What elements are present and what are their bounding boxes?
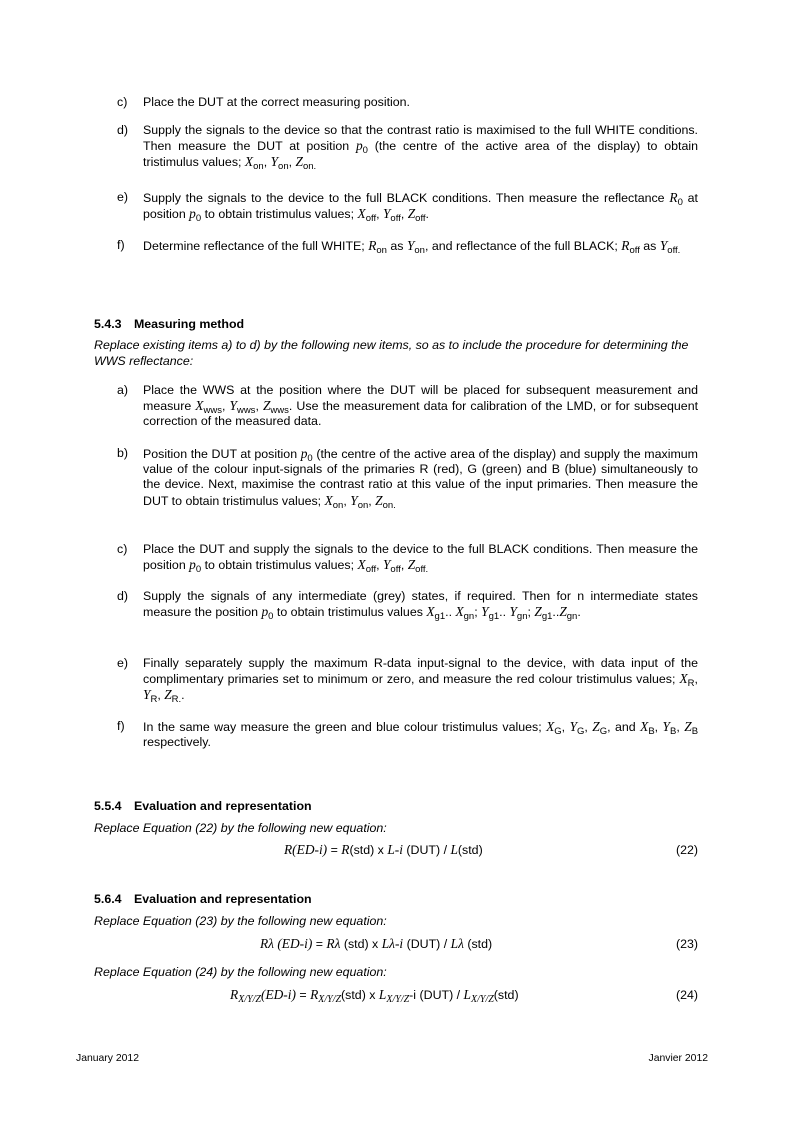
math-variable: Lλ-i <box>381 936 404 951</box>
equation-number: (24) <box>675 988 698 1002</box>
subscript: X/Y/Z <box>238 994 261 1005</box>
math-variable: Y <box>481 604 489 620</box>
math-variable: Z <box>164 687 172 703</box>
subscript: B <box>670 726 677 737</box>
math-variable: p <box>189 557 196 573</box>
math-variable: Y <box>382 557 391 573</box>
step-f-prev <box>117 238 698 254</box>
subscript: G <box>599 726 608 737</box>
subscript: gn <box>566 611 578 623</box>
subscript: R. <box>171 694 182 706</box>
equation-formula: Rλ (ED-i) = Rλ (std) x Lλ-i (DUT) / Lλ (std) <box>260 936 493 951</box>
item-label: d) <box>117 123 129 137</box>
subscript: gn <box>463 611 475 623</box>
math-variable: X <box>679 671 688 687</box>
math-variable: R <box>310 987 319 1002</box>
item-label: e) <box>117 190 129 204</box>
math-variable: X <box>357 206 366 222</box>
step-e-prev <box>117 190 698 225</box>
item-label: f) <box>117 719 125 733</box>
math-variable: Z <box>559 604 567 620</box>
math-variable: Z <box>262 398 271 414</box>
math-variable: Z <box>407 206 416 222</box>
subscript: B <box>648 726 655 737</box>
math-variable: Rλ <box>326 936 341 951</box>
equation-number: (22) <box>675 843 698 857</box>
math-variable: Lλ <box>450 936 464 951</box>
item-text: Supply the signals to the device to the full BLACK conditions. Then measure the reflectance $R_0$ at position $p_0$ to obtain tristimulus values; $X_{off}$, $Y_{off}$, $Z_{off}$. <box>143 190 698 225</box>
equation-formula: R(ED-i) = R(std) x L-i (DUT) / L(std) <box>284 842 483 857</box>
subscript: on <box>278 161 289 173</box>
subscript: off. <box>415 564 429 576</box>
item-text: Supply the signals to the device so that the contrast ratio is maximised to the full WHITE conditions. Then measure the DUT at position $p_0$ (the centre of the active area of the display) to obtain tristimulus values; $X_{on}$, $Y_{on}$, $Z_{on.}$ <box>143 123 698 173</box>
math-variable: R <box>341 842 350 857</box>
instruction-5-5-4: Replace Equation (22) by the following new equation: <box>94 821 387 835</box>
subscript: g1 <box>541 611 553 623</box>
math-variable: R <box>368 238 377 253</box>
math-variable: X <box>426 604 435 620</box>
math-variable: p <box>300 446 308 461</box>
math-variable: X <box>244 154 254 170</box>
subscript: on. <box>382 499 396 511</box>
item-text: Determine reflectance of the full WHITE; $R_{on}$ as $Y_{on}$, and reflectance of the full BLACK; $R_{off}$ as $Y_{off.}$ <box>143 238 681 256</box>
subscript: X/Y/Z <box>386 994 410 1005</box>
math-variable: p <box>189 206 196 222</box>
item-text: Place the DUT and supply the signals to the device to the full BLACK conditions. Then measure the position $p_0$ to obtain tristimulus values; $X_{off}$, $Y_{off}$, $Z_{off.}$ <box>143 542 698 576</box>
step-f <box>117 719 698 750</box>
item-label: c) <box>117 95 128 109</box>
step-c-prev <box>117 95 698 110</box>
math-variable: Z <box>295 154 303 170</box>
subscript: B <box>691 726 699 737</box>
math-variable: X <box>324 492 333 508</box>
step-b <box>117 446 698 509</box>
footer-date-fr: Janvier 2012 <box>648 1053 708 1064</box>
step-c <box>117 542 698 576</box>
subscript: G <box>554 726 562 737</box>
math-variable: p <box>261 604 269 620</box>
math-variable: L-i <box>387 842 403 857</box>
subscript: on <box>253 161 264 173</box>
subscript: wws <box>203 405 222 417</box>
equation-formula: $R_{X/Y/Z}(ED-i) = R_{X/Y/Z}(std)$ x $L_{X/Y/Z}-i$ $(DUT) / L_{X/Y/Z}(std)$ <box>230 987 519 1005</box>
footer-date-en: January 2012 <box>76 1053 139 1064</box>
item-text: Position the DUT at position $p_0$ (the centre of the active area of the display) and supply the maximum value of the colour input-signals of the primaries R (red), G (green) and B (blue) simultaneously to the device. Next, maximise the contrast ratio at this value of the input primaries. Then measure the DUT to obtain tristimulus values; $X_{on}$, $Y_{on}$, $Z_{on.}$ <box>143 446 698 511</box>
subscript: 0 <box>307 453 313 464</box>
math-variable: Z <box>684 719 692 734</box>
subscript: g1 <box>488 611 500 623</box>
instruction-5-4-3: Replace existing items a) to d) by the following new items, so as to include the procedure for determining the WWS reflectance: <box>94 338 689 368</box>
subscript: X/Y/Z <box>318 994 342 1005</box>
math-variable: Z <box>592 719 600 734</box>
math-variable: Y <box>569 719 578 734</box>
item-text: Finally separately supply the maximum R-data input-signal to the device, with data input of the complimentary primaries set to minimum or zero, and measure the red colour tristimulus values; $X_R$, $Y_R$, $Z_{R.}$. <box>143 656 698 706</box>
instruction-5-6-4-a: Replace Equation (23) by the following new equation: <box>94 914 387 928</box>
subscript: on <box>332 499 344 511</box>
math-variable: X <box>195 398 204 414</box>
subscript: G <box>577 726 585 737</box>
equation-number: (23) <box>675 937 698 951</box>
math-variable: Y <box>229 398 237 414</box>
subscript: off <box>365 213 377 225</box>
subscript: g1 <box>434 611 446 623</box>
math-variable: Y <box>662 719 670 734</box>
math-variable: Y <box>350 492 358 508</box>
subscript: 0 <box>195 564 202 576</box>
item-label: b) <box>117 446 129 460</box>
item-label: a) <box>117 383 129 397</box>
subscript: off <box>390 564 401 576</box>
math-variable: Z <box>534 604 542 620</box>
math-variable: Y <box>382 206 391 222</box>
math-variable: X <box>455 604 464 620</box>
heading-5-5-4: 5.5.4 Evaluation and representation <box>94 799 312 813</box>
heading-5-4-3: 5.4.3 Measuring method <box>94 317 245 331</box>
math-variable: L <box>378 987 387 1002</box>
math-variable: Y <box>509 604 517 620</box>
equation-23 <box>94 936 698 952</box>
subscript: on <box>376 245 387 256</box>
subscript: off <box>629 245 640 256</box>
subscript: on <box>414 245 425 256</box>
subscript: off <box>415 213 426 225</box>
math-variable: X <box>640 719 649 734</box>
subscript: on. <box>302 161 317 173</box>
subscript: 0 <box>362 145 368 157</box>
math-variable: Y <box>270 154 279 170</box>
subscript: wws <box>236 405 256 417</box>
subscript: on <box>357 499 369 511</box>
math-variable: R <box>621 238 630 253</box>
step-e <box>117 656 698 704</box>
subscript: X/Y/Z <box>471 994 494 1005</box>
instruction-5-6-4-b: Replace Equation (24) by the following new equation: <box>94 965 387 979</box>
subscript: wws <box>270 405 289 417</box>
equation-24 <box>94 987 698 1003</box>
item-label: d) <box>117 589 129 603</box>
math-variable: R(ED-i) <box>284 842 328 857</box>
subscript: 0 <box>268 611 274 623</box>
step-d <box>117 589 698 623</box>
math-variable: Rλ (ED-i) <box>260 936 313 951</box>
item-label: f) <box>117 238 125 252</box>
math-variable: Y <box>659 238 668 253</box>
subscript: off <box>365 564 377 576</box>
step-a <box>117 383 698 430</box>
subscript: off <box>390 213 401 225</box>
math-variable: Z <box>375 492 383 508</box>
subscript: off. <box>667 245 681 256</box>
math-variable: Y <box>406 238 415 253</box>
step-d-prev <box>117 123 698 171</box>
math-variable: R <box>669 190 678 205</box>
equation-22 <box>94 842 698 858</box>
math-variable: L <box>463 987 471 1002</box>
item-label: e) <box>117 656 129 670</box>
math-variable: Y <box>143 687 151 703</box>
math-variable: Z <box>407 557 416 573</box>
item-label: c) <box>117 542 128 556</box>
subscript: R <box>687 678 695 690</box>
subscript: gn <box>516 611 528 623</box>
subscript: 0 <box>677 197 683 208</box>
math-variable: p <box>355 138 363 154</box>
math-variable: L <box>450 842 458 857</box>
math-variable: X <box>546 719 555 734</box>
subscript: 0 <box>195 213 202 225</box>
math-variable: X <box>357 557 366 573</box>
subscript: R <box>150 694 158 706</box>
item-text: Place the DUT at the correct measuring position. <box>143 95 410 109</box>
math-variable: (ED-i) <box>260 987 296 1002</box>
math-variable: R <box>230 987 239 1002</box>
item-text: In the same way measure the green and blue colour tristimulus values; $X_G$, $Y_G$, $Z_G$, and $X_B$, $Y_B$, $Z_B$ respectively. <box>143 719 699 750</box>
item-text: Place the WWS at the position where the DUT will be placed for subsequent measurement and measure $X_{wws}$, $Y_{wws}$, $Z_{wws}$. Use the measurement data for calibration of the LMD, or for subsequent correction of the measured data. <box>143 383 699 429</box>
item-text: Supply the signals of any intermediate (grey) states, if required. Then for n intermediate states measure the position $p_0$ to obtain tristimulus values $X_{g1}$.. $X_{gn}$; $Y_{g1}$.. $Y_{gn}$; $Z_{g1}..Z_{gn}$. <box>143 589 698 623</box>
heading-5-6-4: 5.6.4 Evaluation and representation <box>94 892 312 906</box>
